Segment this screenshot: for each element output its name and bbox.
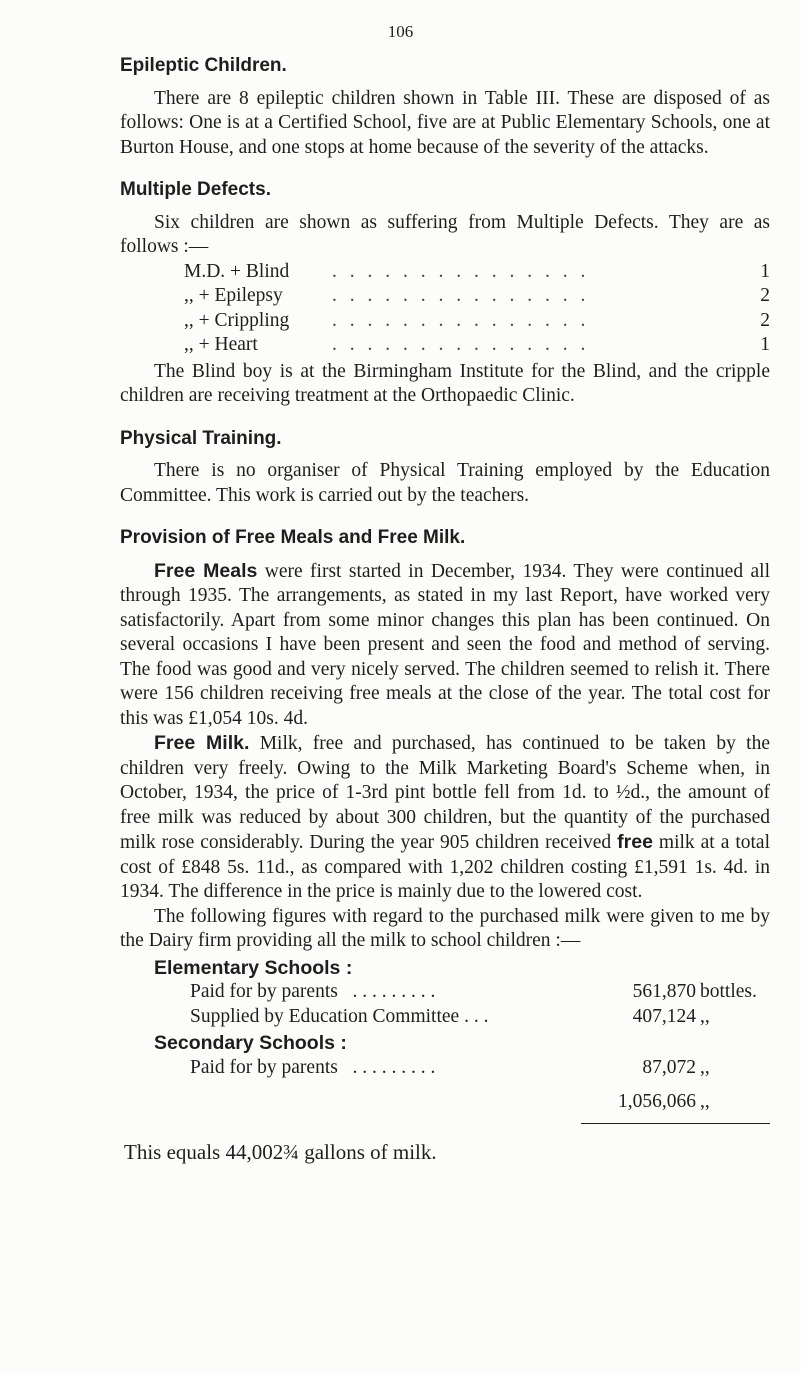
free-word: free bbox=[617, 831, 653, 853]
milk-row-unit: ,, bbox=[700, 1005, 710, 1027]
defect-count: 1 bbox=[760, 260, 770, 282]
milk-row-number: 561,870 bbox=[632, 981, 696, 1002]
free-meals-paragraph bbox=[120, 559, 770, 732]
free-milk-text-2: milk at a total cost of £848 5s. 11d., as compared with 1,202 children costing £1,591 1s. 4d. in 1934. The difference in the price is mainly due to the lowered cost. bbox=[120, 832, 770, 902]
heading-epileptic: Epileptic Children. bbox=[120, 55, 287, 76]
figures-intro: The following figures with regard to the purchased milk were given to me by the Dairy firm providing all the milk to school children :— bbox=[120, 905, 770, 951]
milk-row-label-text: Paid for by parents bbox=[190, 1056, 338, 1078]
defect-count: 1 bbox=[760, 334, 770, 355]
milk-figures-table bbox=[120, 956, 770, 1124]
page-content bbox=[120, 54, 770, 1164]
defect-label: ,, + Crippling bbox=[184, 309, 290, 331]
milk-row-number: 407,124 bbox=[632, 1005, 696, 1027]
defect-row bbox=[184, 260, 770, 285]
elementary-schools-heading: Elementary Schools : bbox=[154, 956, 353, 979]
defect-count: 2 bbox=[760, 285, 770, 306]
leader-dots: . . . . . . . . . . . . . . . bbox=[332, 260, 590, 282]
milk-row-unit: ,, bbox=[700, 1056, 710, 1078]
section-physical-training bbox=[120, 427, 770, 509]
milk-row-label-text: Paid for by parents bbox=[190, 981, 338, 1002]
free-meals-text: were first started in December, 1934. They were continued all through 1935. The arrangements, as stated in my last Report, have worked very satisfactorily. Apart from some minor changes this plan has been continued. On several occasions I have been present and seen the food and method of serving. The food was good and very nicely served. The children seemed to relish it. There were 156 children receiving free meals at the close of the year. The total cost for this was £1,054 10s. 4d. bbox=[120, 560, 770, 729]
defect-count: 2 bbox=[760, 309, 770, 331]
section-epileptic bbox=[120, 54, 770, 160]
milk-row-label bbox=[190, 1056, 581, 1081]
defects-list bbox=[120, 260, 770, 358]
leader-dots: . . . bbox=[464, 1005, 489, 1027]
free-milk-paragraph bbox=[120, 731, 770, 905]
multiple-after: The Blind boy is at the Birmingham Institute for the Blind, and the cripple children are receiving treatment at the Orthopaedic Clinic. bbox=[120, 360, 770, 406]
free-meals-lead: Free Meals bbox=[154, 559, 258, 582]
leader-dots: . . . . . . . . . . . . . . . bbox=[332, 285, 590, 306]
leader-dots: . . . . . . . . . bbox=[352, 1056, 436, 1078]
defect-row bbox=[184, 309, 770, 334]
physical-paragraph: There is no organiser of Physical Training employed by the Education Committee. This work is carried out by the teachers. bbox=[120, 460, 770, 506]
milk-total-number: 1,056,066 bbox=[581, 1090, 696, 1124]
free-milk-text-1: Milk, free and purchased, has continued to be taken by the children very freely. Owing to the Milk Marketing Board's Scheme when, in October, 1934, the price of 1-3rd pint bottle fell from 1d. to ½d., the amount of free milk was reduced by about 300 children, but the quantity of the purchased milk rose considerably. During the year 905 children received bbox=[120, 733, 771, 853]
milk-row-label bbox=[190, 980, 581, 1005]
milk-row-number: 87,072 bbox=[642, 1056, 696, 1078]
milk-total-row bbox=[190, 1090, 770, 1124]
defect-label: M.D. + Blind bbox=[184, 260, 290, 282]
milk-row bbox=[190, 980, 770, 1005]
leader-dots: . . . . . . . . . . . . . . . bbox=[332, 309, 590, 331]
heading-multiple-defects: Multiple Defects. bbox=[120, 179, 271, 200]
gallons-summary: This equals 44,002¾ gallons of milk. bbox=[124, 1139, 437, 1164]
secondary-schools-heading: Secondary Schools : bbox=[154, 1032, 347, 1054]
page-number: 106 bbox=[387, 22, 414, 41]
defect-row bbox=[184, 333, 770, 358]
milk-row-unit: bottles. bbox=[700, 981, 757, 1002]
defect-row bbox=[184, 284, 770, 309]
epileptic-paragraph: There are 8 epileptic children shown in Table III. These are disposed of as follows: One is at a Certified School, five are at Public Elementary Schools, one at Burton House, and one stops at home because of the severity of the attacks. bbox=[120, 87, 770, 158]
heading-physical-training: Physical Training. bbox=[120, 427, 282, 449]
milk-total-unit: ,, bbox=[696, 1090, 770, 1124]
defect-label: ,, + Heart bbox=[184, 334, 258, 355]
leader-dots: . . . . . . . . . . . . . . . bbox=[332, 334, 590, 355]
free-milk-lead: Free Milk. bbox=[154, 732, 250, 754]
milk-row-label-text: Supplied by Education Committee bbox=[190, 1005, 460, 1027]
defect-label: ,, + Epilepsy bbox=[184, 285, 283, 306]
milk-total-spacer bbox=[190, 1090, 581, 1124]
milk-row-label bbox=[190, 1005, 581, 1030]
heading-provision: Provision of Free Meals and Free Milk. bbox=[120, 527, 466, 548]
section-provision bbox=[120, 526, 770, 954]
multiple-intro: Six children are shown as suffering from Multiple Defects. They are as follows :— bbox=[120, 211, 770, 257]
leader-dots: . . . . . . . . . bbox=[352, 981, 436, 1002]
milk-row bbox=[190, 1056, 770, 1081]
section-multiple-defects bbox=[120, 178, 770, 409]
milk-row bbox=[190, 1005, 770, 1030]
